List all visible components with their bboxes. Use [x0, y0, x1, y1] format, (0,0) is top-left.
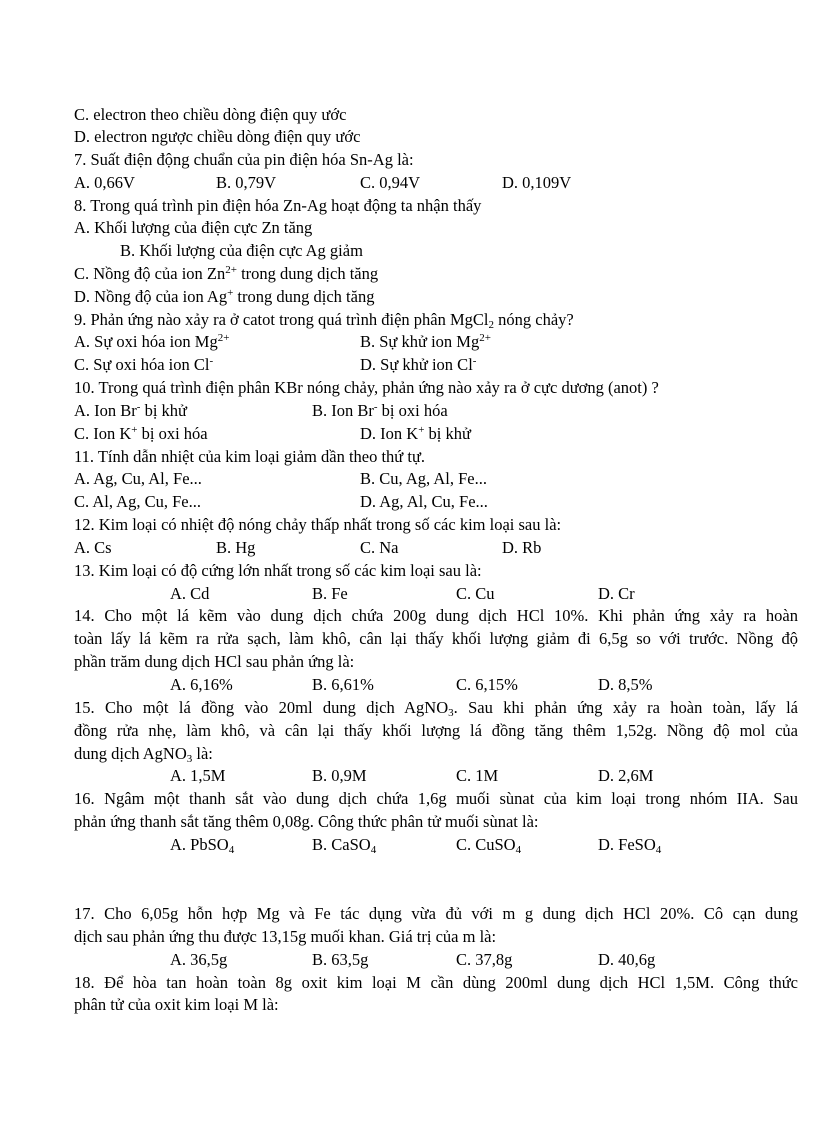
answer-option: A. 1,5M	[170, 766, 226, 785]
answer-option: C. 0,94V	[360, 173, 421, 192]
answer-option: B. Fe	[312, 584, 348, 603]
question-18: 18. Để hòa tan hoàn toàn 8g oxit kim loại M cần dùng 200ml dung dịch HCl 1,5M. Công thức	[74, 973, 798, 992]
answer-option: C. 6,15%	[456, 675, 518, 694]
answer-option: B. 0,79V	[216, 173, 277, 192]
answer-option: B. CaSO$_4$	[312, 835, 377, 856]
answer-option: A. 36,5g	[170, 950, 228, 969]
answer-option: C. electron theo chiều dòng điện quy ước	[74, 105, 347, 124]
question-17: 17. Cho 6,05g hỗn hợp Mg và Fe tác dụng vừa đủ với m g dung dịch HCl 20%. Cô cạn dung	[74, 904, 798, 923]
answer-option: B. Ion Br- bị oxi hóa	[312, 401, 448, 420]
answer-option: A. Ion Br- bị khử	[74, 401, 187, 420]
question-17-cont: dịch sau phản ứng thu được 13,15g muối khan. Giá trị của m là:	[74, 927, 497, 946]
answer-option: C. 1M	[456, 766, 499, 785]
answer-option: C. Al, Ag, Cu, Fe...	[74, 492, 201, 511]
answer-option: C. Nồng độ của ion $Zn^{2+}$ trong dung dịch tăng	[74, 264, 379, 283]
question-10: 10. Trong quá trình điện phân KBr nóng chảy, phản ứng nào xảy ra ở cực dương (anot) ?	[74, 378, 659, 397]
answer-option: D. 2,6M	[598, 766, 654, 785]
answer-option: D. Rb	[502, 538, 542, 557]
answer-option: D. 0,109V	[502, 173, 572, 192]
question-11: 11. Tính dẫn nhiệt của kim loại giảm dần theo thứ tự.	[74, 447, 426, 466]
question-16-cont: phản ứng thanh sắt tăng thêm 0,08g. Công thức phân tử muối sùnat là:	[74, 812, 539, 831]
answer-option: B. Cu, Ag, Al, Fe...	[360, 469, 487, 488]
question-18-cont: phân tử của oxit kim loại M là:	[74, 995, 279, 1014]
question-15-cont: dung dịch AgNO$_3$ là:	[74, 744, 213, 765]
answer-option: D. Sự khử ion Cl-	[360, 355, 477, 374]
answer-option: B. 0,9M	[312, 766, 367, 785]
answer-option: D. Ag, Al, Cu, Fe...	[360, 492, 488, 511]
answer-option: B. 63,5g	[312, 950, 369, 969]
answer-option: C. 37,8g	[456, 950, 513, 969]
answer-option: D. 8,5%	[598, 675, 653, 694]
answer-option: C. Sự oxi hóa ion Cl-	[74, 355, 214, 374]
question-8: 8. Trong quá trình pin điện hóa Zn-Ag hoạt động ta nhận thấy	[74, 196, 482, 215]
answer-option: D. FeSO$_4$	[598, 835, 662, 856]
answer-option: A. 0,66V	[74, 173, 135, 192]
question-12: 12. Kim loại có nhiệt độ nóng chảy thấp nhất trong số các kim loại sau là:	[74, 515, 562, 534]
answer-option: B. Khối lượng của điện cực Ag giảm	[120, 241, 363, 260]
answer-option: B. 6,61%	[312, 675, 374, 694]
answer-option: D. Ion K+ bị khử	[360, 424, 471, 443]
question-14-cont: phần trăm dung dịch HCl sau phản ứng là:	[74, 652, 355, 671]
question-14-cont: toàn lấy lá kẽm ra rửa sạch, làm khô, cân lại thấy khối lượng giảm đi 6,5g so với trước. Nồng độ	[74, 629, 798, 648]
answer-option: D. electron ngược chiều dòng điện quy ước	[74, 127, 361, 146]
question-15-cont: đồng rửa nhẹ, làm khô, và cân lại thấy khối lượng lá đồng tăng thêm 1,52g. Nồng độ mol của	[74, 721, 798, 740]
answer-option: C. Ion K+ bị oxi hóa	[74, 424, 208, 443]
answer-option: C. Cu	[456, 584, 495, 603]
answer-option: A. Cs	[74, 538, 112, 557]
answer-option: A. Ag, Cu, Al, Fe...	[74, 469, 202, 488]
answer-option: D. Nồng độ của ion Ag+ trong dung dịch tăng	[74, 287, 375, 306]
question-14: 14. Cho một lá kẽm vào dung dịch chứa 200g dung dịch HCl 10%. Khi phản ứng xảy ra hoàn	[74, 606, 798, 625]
question-15: 15. Cho một lá đồng vào 20ml dung dịch AgNO$_3$. Sau khi phản ứng xảy ra hoàn toàn, lấy lá	[74, 698, 798, 719]
answer-option: C. CuSO$_4$	[456, 835, 522, 856]
answer-option: B. Hg	[216, 538, 256, 557]
answer-option: A. 6,16%	[170, 675, 233, 694]
answer-option: A. Sự oxi hóa ion $Mg^{2+}$	[74, 332, 230, 351]
answer-option: D. Cr	[598, 584, 635, 603]
answer-option: D. 40,6g	[598, 950, 656, 969]
answer-option: B. Sự khử ion $Mg^{2+}$	[360, 332, 491, 351]
question-13: 13. Kim loại có độ cứng lớn nhất trong số các kim loại sau là:	[74, 561, 482, 580]
answer-option: A. Khối lượng của điện cực Zn tăng	[74, 218, 313, 237]
question-9: 9. Phản ứng nào xảy ra ở catot trong quá trình điện phân MgCl$_2$ nóng chảy?	[74, 310, 574, 331]
question-7: 7. Suất điện động chuẩn của pin điện hóa Sn-Ag là:	[74, 150, 414, 169]
answer-option: A. PbSO$_4$	[170, 835, 235, 856]
answer-option: C. Na	[360, 538, 399, 557]
question-16: 16. Ngâm một thanh sắt vào dung dịch chứa 1,6g muối sùnat của kim loại trong nhóm IIA. Sau	[74, 789, 798, 808]
answer-option: A. Cd	[170, 584, 210, 603]
